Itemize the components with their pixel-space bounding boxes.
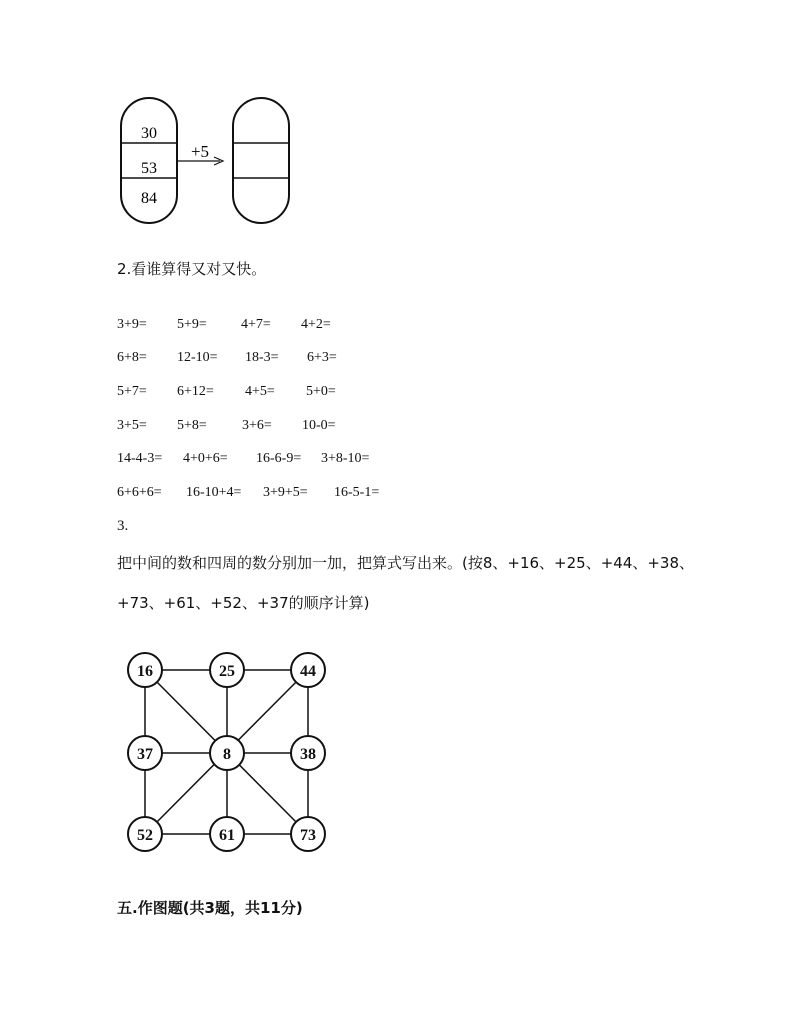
equation: 12-10= — [177, 350, 218, 365]
equation: 4+0+6= — [183, 451, 228, 466]
equation: 4+7= — [241, 317, 271, 332]
node-top-mid: 25 — [219, 663, 235, 680]
equation: 6+8= — [117, 350, 147, 365]
left-value-3: 84 — [141, 190, 157, 207]
node-bot-right: 73 — [300, 827, 316, 844]
q3-instruction-line-1: 把中间的数和四周的数分别加一加，把算式写出来。(按8、+16、+25、+44、+38、 — [117, 554, 695, 572]
node-top-right: 44 — [300, 663, 316, 680]
equation: 16-10+4= — [186, 485, 242, 500]
left-value-1: 30 — [141, 125, 157, 142]
q3-number: 3. — [117, 518, 129, 534]
equation: 3+8-10= — [321, 451, 370, 466]
equation: 18-3= — [245, 350, 279, 365]
equation: 5+8= — [177, 418, 207, 433]
right-capsule — [233, 98, 289, 223]
equation: 3+5= — [117, 418, 147, 433]
equation: 16-5-1= — [334, 485, 380, 500]
node-top-left: 16 — [137, 663, 153, 680]
equation: 5+9= — [177, 317, 207, 332]
equation: 6+6+6= — [117, 485, 162, 500]
equation: 16-6-9= — [256, 451, 302, 466]
node-center: 8 — [223, 746, 231, 763]
equation: 10-0= — [302, 418, 336, 433]
equation: 5+7= — [117, 384, 147, 399]
left-value-2: 53 — [141, 160, 157, 177]
capsule-diagram — [110, 90, 310, 230]
q3-instruction-line-2: +73、+61、+52、+37的顺序计算) — [117, 594, 370, 612]
equation: 6+3= — [307, 350, 337, 365]
equation: 3+9+5= — [263, 485, 308, 500]
equation: 4+2= — [301, 317, 331, 332]
equation: 3+9= — [117, 317, 147, 332]
node-mid-left: 37 — [137, 746, 153, 763]
equation: 6+12= — [177, 384, 214, 399]
operation-label: +5 — [190, 142, 210, 161]
q2-title: 2.看谁算得又对又快。 — [117, 260, 267, 278]
number-grid-diagram — [120, 645, 335, 860]
equation: 3+6= — [242, 418, 272, 433]
equation: 4+5= — [245, 384, 275, 399]
section-title: 五.作图题(共3题，共11分) — [117, 899, 303, 917]
node-mid-right: 38 — [300, 746, 316, 763]
node-bot-left: 52 — [137, 827, 153, 844]
equation: 14-4-3= — [117, 451, 163, 466]
node-bot-mid: 61 — [219, 827, 235, 844]
equation: 5+0= — [306, 384, 336, 399]
